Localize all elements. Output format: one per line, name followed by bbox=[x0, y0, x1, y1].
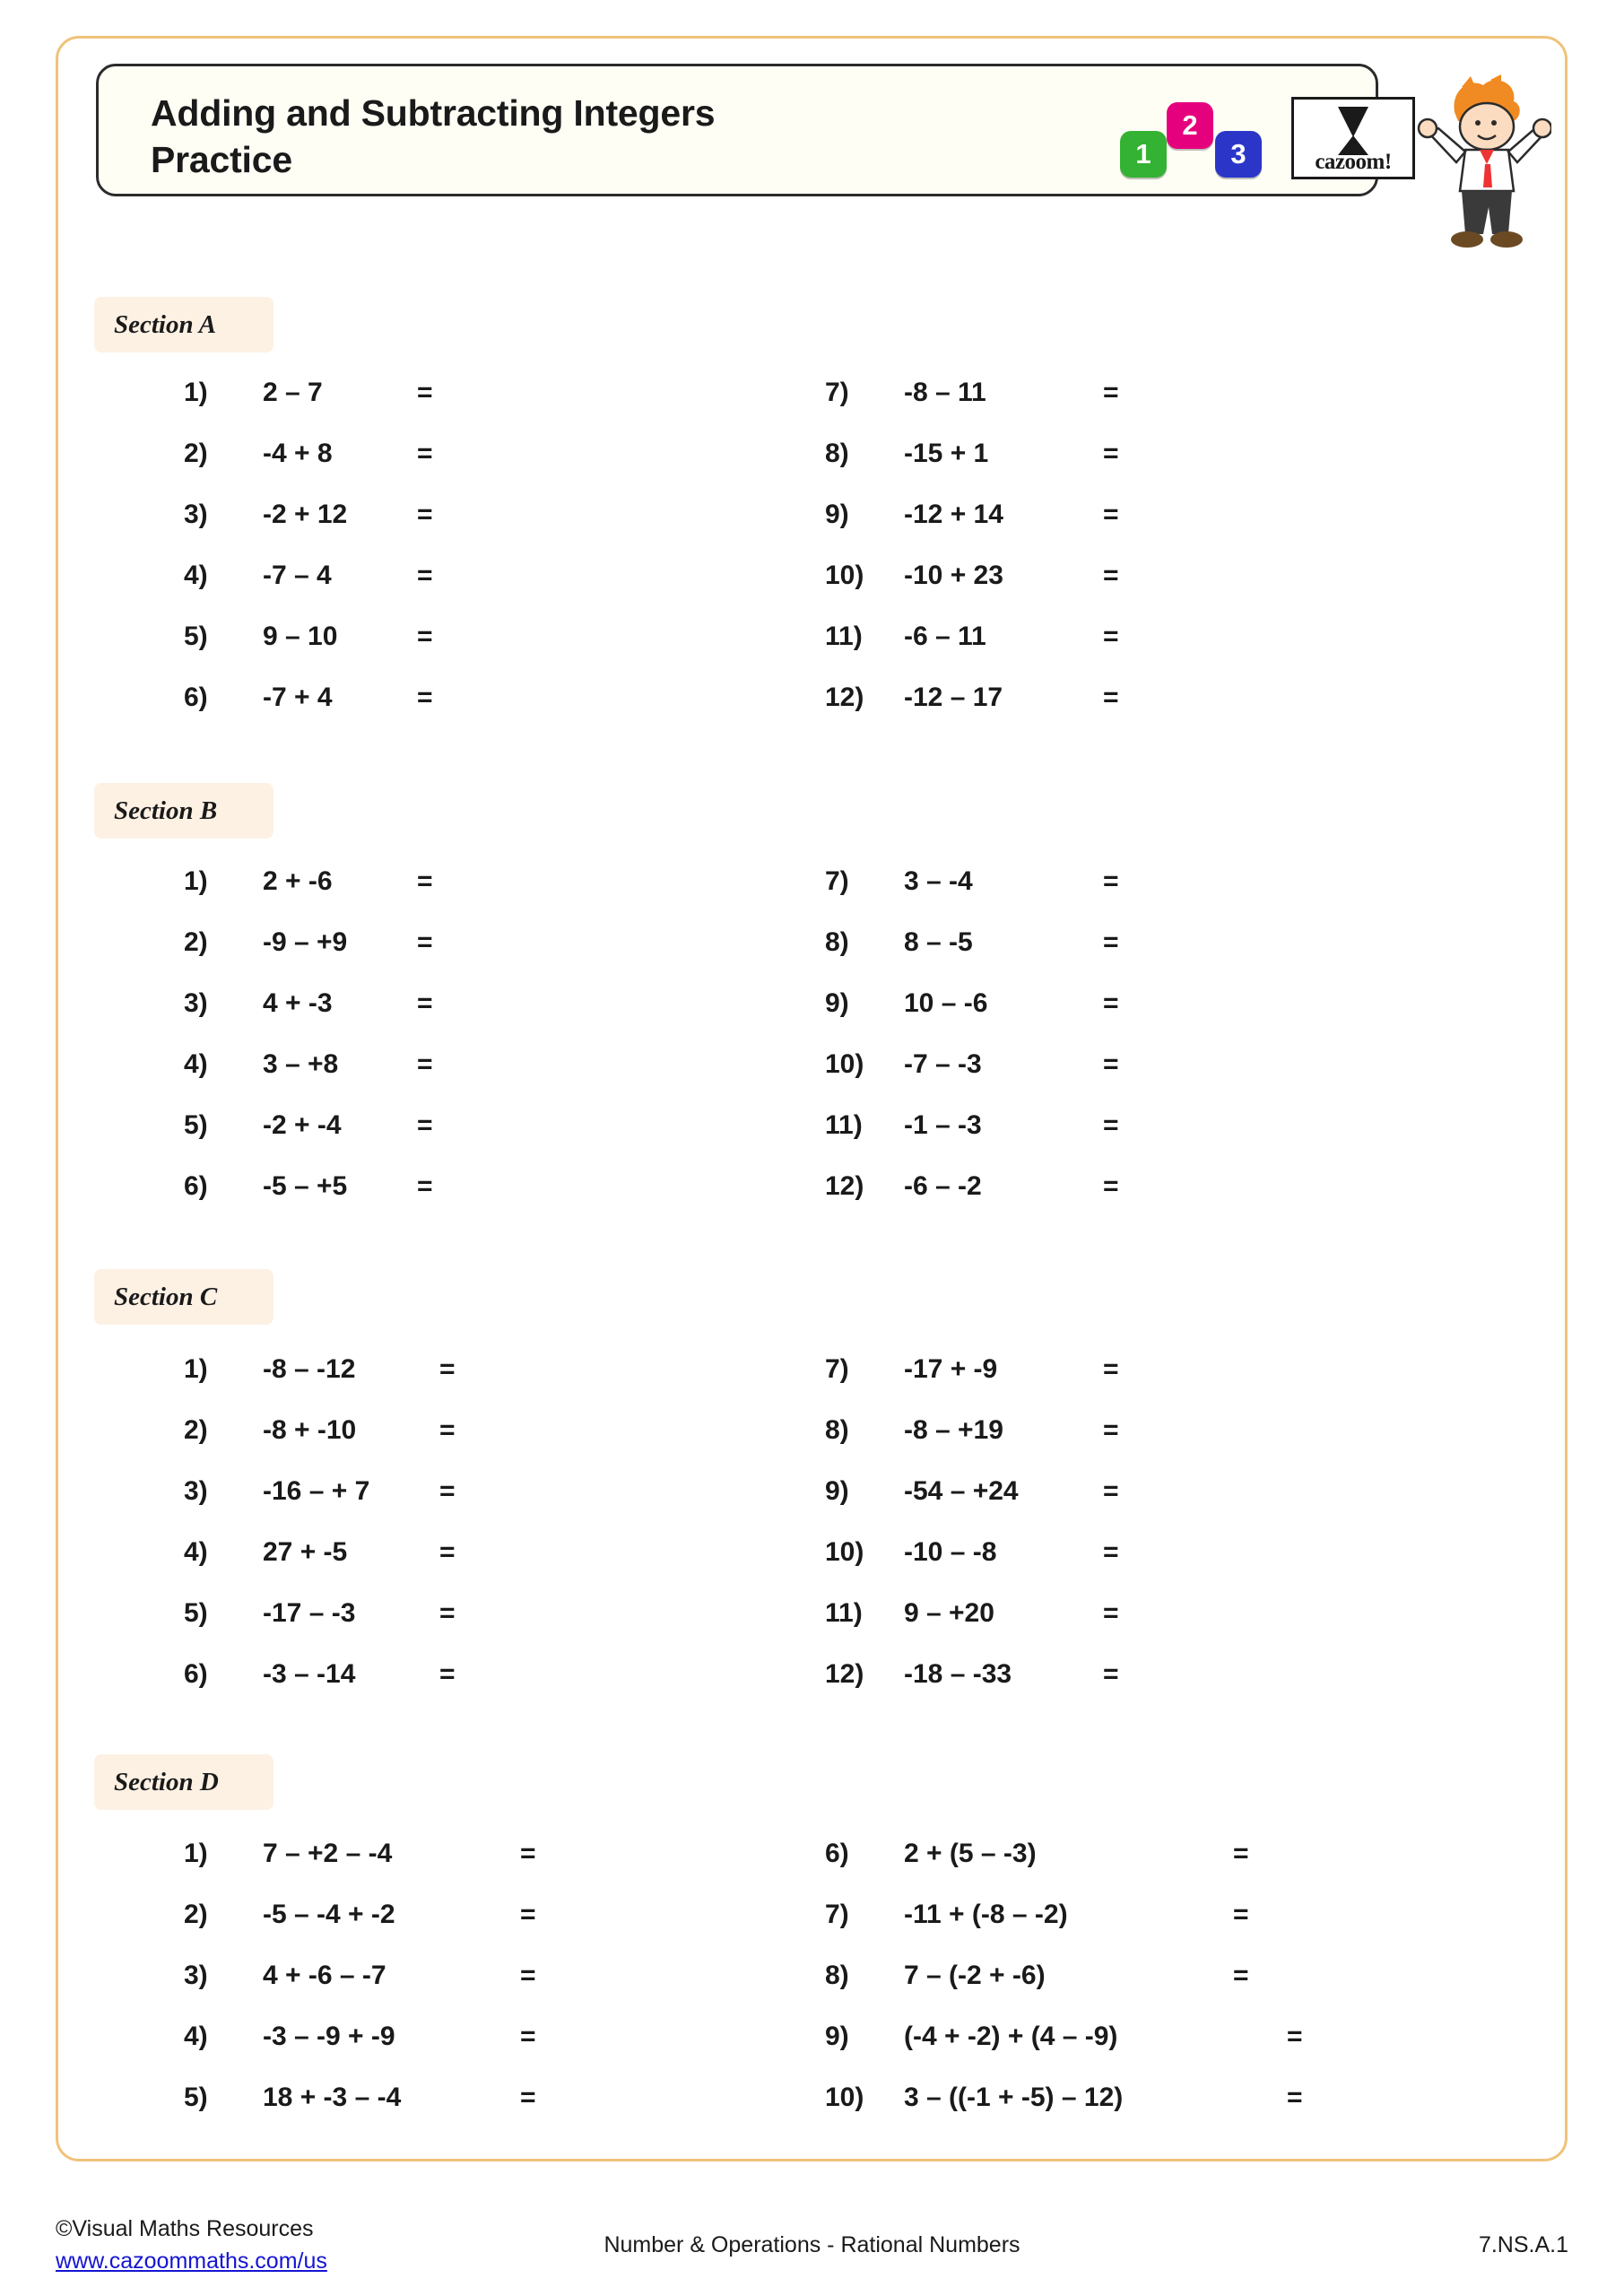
question-row bbox=[184, 1659, 686, 1720]
equals-sign: = bbox=[1103, 1598, 1119, 1628]
equals-sign: = bbox=[417, 561, 433, 590]
section-c-questions-left bbox=[184, 1354, 686, 1720]
question-row bbox=[825, 622, 1363, 683]
number-cubes-logo bbox=[1116, 100, 1278, 181]
mascot-scientist-icon bbox=[1408, 74, 1551, 263]
question-expression: -12 – 17 bbox=[904, 683, 1003, 712]
equals-sign: = bbox=[417, 622, 433, 651]
question-row bbox=[825, 2022, 1471, 2083]
question-expression: 7 – +2 – -4 bbox=[263, 1839, 393, 1868]
question-row bbox=[184, 866, 686, 927]
question-number: 11) bbox=[825, 622, 863, 651]
equals-sign: = bbox=[1103, 1110, 1119, 1140]
question-expression: -6 – -2 bbox=[904, 1171, 982, 1201]
equals-sign: = bbox=[1287, 2083, 1303, 2112]
question-number: 12) bbox=[825, 1659, 864, 1689]
question-expression: 18 + -3 – -4 bbox=[263, 2083, 402, 2112]
question-row bbox=[825, 1049, 1363, 1110]
section-header-a bbox=[94, 297, 274, 352]
question-number: 3) bbox=[184, 1476, 208, 1506]
worksheet-header bbox=[96, 64, 1392, 196]
section-label: Section D bbox=[114, 1768, 219, 1796]
question-expression: 4 + -6 – -7 bbox=[263, 1961, 386, 1990]
question-number: 2) bbox=[184, 927, 208, 957]
question-row bbox=[825, 1598, 1363, 1659]
question-number: 9) bbox=[825, 500, 849, 529]
question-expression: -11 + (-8 – -2) bbox=[904, 1900, 1068, 1929]
question-row bbox=[184, 1598, 686, 1659]
equals-sign: = bbox=[1103, 622, 1119, 651]
equals-sign: = bbox=[417, 866, 433, 896]
equals-sign: = bbox=[417, 683, 433, 712]
question-number: 12) bbox=[825, 683, 864, 712]
equals-sign: = bbox=[1103, 1476, 1119, 1506]
question-expression: -2 + 12 bbox=[263, 500, 348, 529]
question-number: 10) bbox=[825, 561, 864, 590]
question-row bbox=[825, 866, 1363, 927]
section-b-questions-left bbox=[184, 866, 686, 1232]
question-number: 4) bbox=[184, 561, 208, 590]
question-expression: 3 – -4 bbox=[904, 866, 973, 896]
question-number: 3) bbox=[184, 988, 208, 1018]
question-row bbox=[184, 1900, 740, 1961]
equals-sign: = bbox=[439, 1659, 456, 1689]
question-row bbox=[184, 1961, 740, 2022]
question-number: 2) bbox=[184, 1900, 208, 1929]
question-number: 9) bbox=[825, 2022, 849, 2051]
page-footer bbox=[0, 2202, 1624, 2296]
question-number: 3) bbox=[184, 500, 208, 529]
equals-sign: = bbox=[1103, 866, 1119, 896]
equals-sign: = bbox=[1233, 1961, 1249, 1990]
section-d-questions-left bbox=[184, 1839, 740, 2144]
question-row bbox=[825, 988, 1363, 1049]
question-expression: -16 – + 7 bbox=[263, 1476, 370, 1506]
section-d-questions-right bbox=[825, 1839, 1471, 2144]
question-expression: -8 – -12 bbox=[263, 1354, 356, 1384]
question-expression: -3 – -9 + -9 bbox=[263, 2022, 395, 2051]
question-number: 6) bbox=[184, 1659, 208, 1689]
question-number: 2) bbox=[184, 1415, 208, 1445]
question-expression: -15 + 1 bbox=[904, 439, 989, 468]
question-expression: -7 – -3 bbox=[904, 1049, 982, 1079]
hourglass-icon-top bbox=[1338, 107, 1368, 137]
question-row bbox=[825, 378, 1363, 439]
question-expression: (-4 + -2) + (4 – -9) bbox=[904, 2022, 1118, 2051]
question-expression: -10 – -8 bbox=[904, 1537, 997, 1567]
section-label: Section B bbox=[114, 796, 218, 825]
question-expression: -10 + 23 bbox=[904, 561, 1003, 590]
question-number: 4) bbox=[184, 1049, 208, 1079]
equals-sign: = bbox=[1233, 1900, 1249, 1929]
section-label: Section C bbox=[114, 1283, 218, 1311]
question-expression: -1 – -3 bbox=[904, 1110, 982, 1140]
question-expression: 2 + -6 bbox=[263, 866, 333, 896]
question-row bbox=[184, 2022, 740, 2083]
question-row bbox=[825, 1961, 1471, 2022]
question-expression: 2 – 7 bbox=[263, 378, 323, 407]
question-row bbox=[184, 1839, 740, 1900]
equals-sign: = bbox=[439, 1537, 456, 1567]
question-expression: -4 + 8 bbox=[263, 439, 333, 468]
question-row bbox=[825, 439, 1363, 500]
question-row bbox=[184, 561, 686, 622]
question-expression: -7 – 4 bbox=[263, 561, 332, 590]
question-row bbox=[825, 683, 1363, 744]
equals-sign: = bbox=[439, 1354, 456, 1384]
equals-sign: = bbox=[439, 1476, 456, 1506]
question-expression: 3 – +8 bbox=[263, 1049, 339, 1079]
question-expression: 7 – (-2 + -6) bbox=[904, 1961, 1046, 1990]
question-expression: 2 + (5 – -3) bbox=[904, 1839, 1037, 1868]
equals-sign: = bbox=[1103, 1537, 1119, 1567]
question-row bbox=[825, 1476, 1363, 1537]
question-expression: 10 – -6 bbox=[904, 988, 988, 1018]
equals-sign: = bbox=[1103, 1171, 1119, 1201]
section-c-questions-right bbox=[825, 1354, 1363, 1720]
question-number: 1) bbox=[184, 1839, 208, 1868]
question-expression: -9 – +9 bbox=[263, 927, 348, 957]
equals-sign: = bbox=[417, 439, 433, 468]
question-expression: -3 – -14 bbox=[263, 1659, 356, 1689]
question-number: 9) bbox=[825, 988, 849, 1018]
question-row bbox=[825, 1415, 1363, 1476]
question-expression: -5 – -4 + -2 bbox=[263, 1900, 395, 1929]
question-expression: 8 – -5 bbox=[904, 927, 973, 957]
question-number: 6) bbox=[825, 1839, 849, 1868]
footer-standard-code: 7.NS.A.1 bbox=[1478, 2232, 1568, 2257]
equals-sign: = bbox=[1103, 439, 1119, 468]
question-number: 8) bbox=[825, 439, 849, 468]
cube-2: 2 bbox=[1167, 102, 1213, 149]
equals-sign: = bbox=[1103, 1415, 1119, 1445]
question-expression: -8 – 11 bbox=[904, 378, 986, 407]
question-row bbox=[825, 1354, 1363, 1415]
equals-sign: = bbox=[439, 1598, 456, 1628]
question-expression: -8 – +19 bbox=[904, 1415, 1003, 1445]
question-expression: 4 + -3 bbox=[263, 988, 333, 1018]
question-expression: -5 – +5 bbox=[263, 1171, 348, 1201]
question-row bbox=[184, 1110, 686, 1171]
equals-sign: = bbox=[1103, 927, 1119, 957]
equals-sign: = bbox=[520, 1839, 536, 1868]
question-expression: 27 + -5 bbox=[263, 1537, 348, 1567]
question-row bbox=[825, 927, 1363, 988]
question-row bbox=[184, 1171, 686, 1232]
question-row bbox=[184, 2083, 740, 2144]
equals-sign: = bbox=[520, 1961, 536, 1990]
question-number: 10) bbox=[825, 2083, 864, 2112]
question-row bbox=[184, 1415, 686, 1476]
question-number: 9) bbox=[825, 1476, 849, 1506]
question-number: 5) bbox=[184, 622, 208, 651]
equals-sign: = bbox=[417, 1049, 433, 1079]
question-expression: -54 – +24 bbox=[904, 1476, 1019, 1506]
question-number: 4) bbox=[184, 2022, 208, 2051]
cube-1: 1 bbox=[1120, 131, 1167, 178]
section-header-b bbox=[94, 783, 274, 839]
question-number: 11) bbox=[825, 1110, 863, 1140]
question-row bbox=[825, 561, 1363, 622]
question-expression: 9 – 10 bbox=[263, 622, 338, 651]
equals-sign: = bbox=[417, 988, 433, 1018]
question-number: 1) bbox=[184, 378, 208, 407]
section-label: Section A bbox=[114, 310, 217, 339]
equals-sign: = bbox=[1103, 561, 1119, 590]
question-row bbox=[184, 683, 686, 744]
question-number: 8) bbox=[825, 927, 849, 957]
question-expression: -18 – -33 bbox=[904, 1659, 1012, 1689]
equals-sign: = bbox=[1103, 1049, 1119, 1079]
question-number: 2) bbox=[184, 439, 208, 468]
question-number: 4) bbox=[184, 1537, 208, 1567]
question-row bbox=[825, 1171, 1363, 1232]
question-row bbox=[825, 500, 1363, 561]
question-expression: -17 + -9 bbox=[904, 1354, 998, 1384]
question-row bbox=[184, 439, 686, 500]
page-title: Adding and Subtracting Integers Practice bbox=[151, 92, 716, 181]
question-expression: -2 + -4 bbox=[263, 1110, 342, 1140]
question-number: 12) bbox=[825, 1171, 864, 1201]
question-row bbox=[184, 378, 686, 439]
question-row bbox=[825, 1839, 1471, 1900]
equals-sign: = bbox=[520, 1900, 536, 1929]
question-number: 6) bbox=[184, 1171, 208, 1201]
question-expression: 3 – ((-1 + -5) – 12) bbox=[904, 2083, 1124, 2112]
equals-sign: = bbox=[1103, 683, 1119, 712]
equals-sign: = bbox=[1103, 1659, 1119, 1689]
equals-sign: = bbox=[417, 500, 433, 529]
worksheet-page bbox=[56, 36, 1568, 2161]
question-expression: -12 + 14 bbox=[904, 500, 1003, 529]
question-number: 7) bbox=[825, 866, 849, 896]
question-expression: -8 + -10 bbox=[263, 1415, 357, 1445]
question-row bbox=[825, 2083, 1471, 2144]
equals-sign: = bbox=[1103, 1354, 1119, 1384]
question-row bbox=[825, 1900, 1471, 1961]
equals-sign: = bbox=[1287, 2022, 1303, 2051]
question-number: 8) bbox=[825, 1415, 849, 1445]
cube-3: 3 bbox=[1215, 131, 1262, 178]
equals-sign: = bbox=[439, 1415, 456, 1445]
question-row bbox=[825, 1659, 1363, 1720]
cazoom-logo bbox=[1291, 97, 1415, 179]
question-row bbox=[184, 1354, 686, 1415]
question-expression: -6 – 11 bbox=[904, 622, 986, 651]
equals-sign: = bbox=[417, 927, 433, 957]
question-number: 5) bbox=[184, 1110, 208, 1140]
equals-sign: = bbox=[417, 1110, 433, 1140]
equals-sign: = bbox=[1103, 378, 1119, 407]
cazoommaths-link[interactable]: www.cazoommaths.com/us bbox=[56, 2248, 327, 2274]
section-a-questions-left bbox=[184, 378, 686, 744]
question-number: 6) bbox=[184, 683, 208, 712]
question-number: 1) bbox=[184, 866, 208, 896]
section-header-d bbox=[94, 1754, 274, 1810]
equals-sign: = bbox=[1233, 1839, 1249, 1868]
equals-sign: = bbox=[520, 2083, 536, 2112]
question-number: 5) bbox=[184, 1598, 208, 1628]
section-a-questions-right bbox=[825, 378, 1363, 744]
question-row bbox=[184, 1049, 686, 1110]
equals-sign: = bbox=[417, 378, 433, 407]
question-number: 7) bbox=[825, 378, 849, 407]
question-number: 7) bbox=[825, 1354, 849, 1384]
question-number: 10) bbox=[825, 1537, 864, 1567]
question-number: 3) bbox=[184, 1961, 208, 1990]
question-expression: -7 + 4 bbox=[263, 683, 333, 712]
question-row bbox=[184, 927, 686, 988]
question-row bbox=[184, 1476, 686, 1537]
question-number: 5) bbox=[184, 2083, 208, 2112]
question-expression: 9 – +20 bbox=[904, 1598, 994, 1628]
question-row bbox=[184, 500, 686, 561]
equals-sign: = bbox=[1103, 500, 1119, 529]
question-row bbox=[184, 988, 686, 1049]
question-number: 1) bbox=[184, 1354, 208, 1384]
question-number: 7) bbox=[825, 1900, 849, 1929]
question-expression: -17 – -3 bbox=[263, 1598, 356, 1628]
question-row bbox=[184, 1537, 686, 1598]
copyright-text: ©Visual Maths Resources bbox=[56, 2216, 314, 2241]
question-number: 8) bbox=[825, 1961, 849, 1990]
question-row bbox=[825, 1110, 1363, 1171]
section-header-c bbox=[94, 1269, 274, 1325]
equals-sign: = bbox=[417, 1171, 433, 1201]
question-number: 11) bbox=[825, 1598, 863, 1628]
question-number: 10) bbox=[825, 1049, 864, 1079]
question-row bbox=[184, 622, 686, 683]
question-row bbox=[825, 1537, 1363, 1598]
section-b-questions-right bbox=[825, 866, 1363, 1232]
equals-sign: = bbox=[1103, 988, 1119, 1018]
footer-topic: Number & Operations - Rational Numbers bbox=[604, 2232, 1020, 2257]
cazoom-logo-text: cazoom! bbox=[1315, 150, 1392, 174]
equals-sign: = bbox=[520, 2022, 536, 2051]
